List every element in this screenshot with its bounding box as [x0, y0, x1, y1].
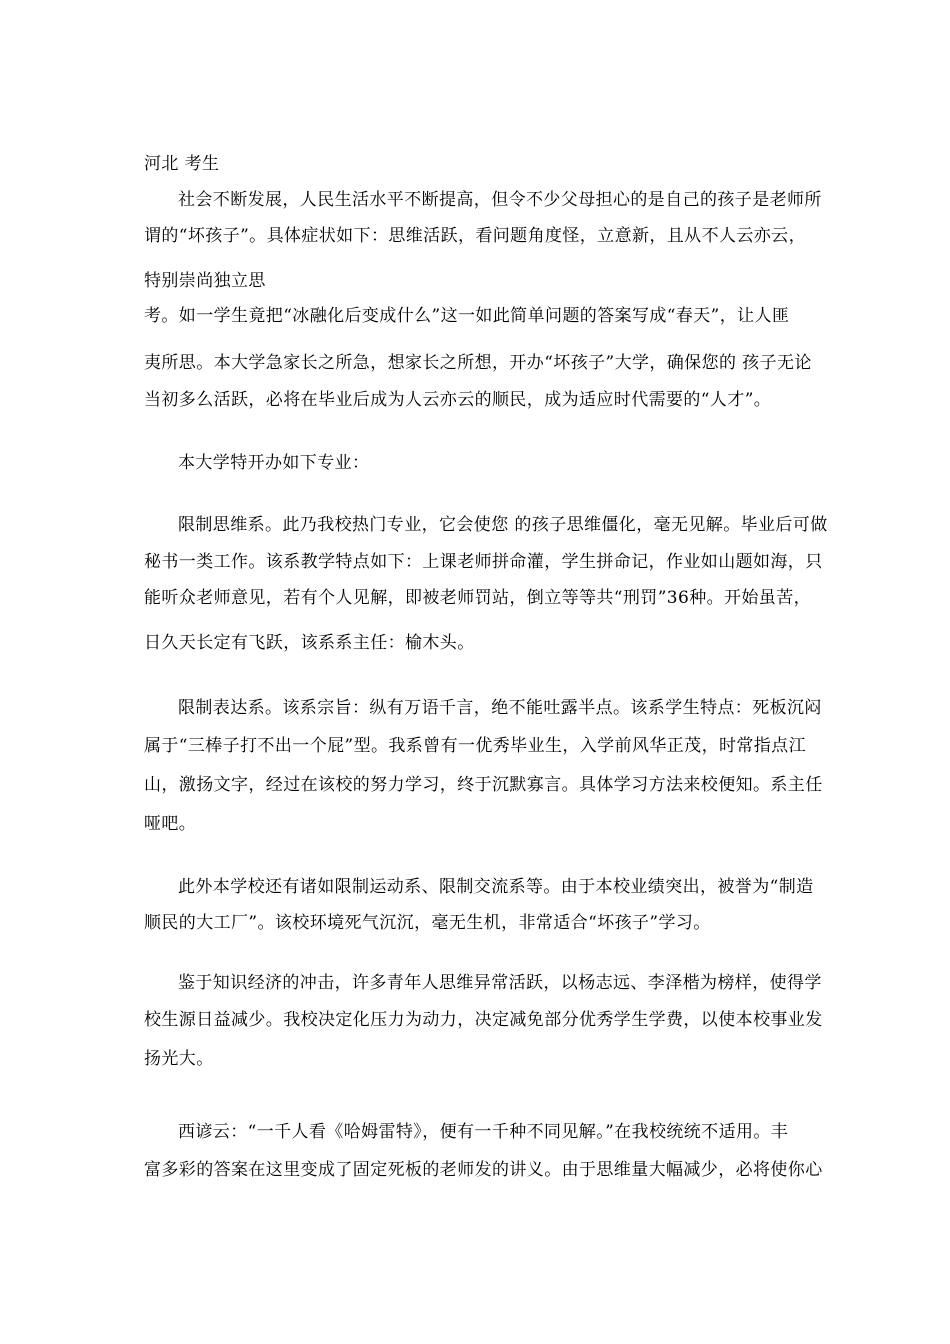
paragraph-line: 富多彩的答案在这里变成了固定死板的老师发的讲义。由于思维量大幅减少，必将使你心	[144, 1160, 823, 1180]
paragraph-line: 哑吧。	[144, 814, 197, 834]
paragraph-line: 西谚云：“一千人看《哈姆雷特》，便有一千种不同见解。”在我校统统不适用。丰	[178, 1122, 789, 1142]
paragraph-line: 秘书一类工作。该系教学特点如下：上课老师拼命灌，学生拼命记，作业如山题如海，只	[144, 552, 823, 572]
paragraph-line: 限制表达系。该系宗旨：纵有万语千言，绝不能吐露半点。该系学生特点：死板沉闷	[178, 698, 822, 718]
paragraph-line: 山，激扬文字，经过在该校的努力学习，终于沉默寡言。具体学习方法来校便知。系主任	[144, 775, 823, 795]
paragraph-line: 鉴于知识经济的冲击，许多青年人思维异常活跃，以杨志远、李泽楷为榜样，使得学	[178, 973, 822, 993]
author-line: 河北 考生	[144, 154, 220, 174]
paragraph-line: 顺民的大工厂”。该校环境死气沉沉，毫无生机，非常适合“坏孩子”学习。	[144, 913, 711, 933]
paragraph-line: 限制思维系。此乃我校热门专业，它会使您 的孩子思维僵化，毫无见解。毕业后可做	[178, 515, 828, 535]
paragraph-line: 夷所思。本大学急家长之所急，想家长之所想，开办“坏孩子”大学，确保您的 孩子无论	[144, 353, 812, 373]
paragraph-line: 考。如一学生竟把“冰融化后变成什么”这一如此简单问题的答案写成“春天”，让人匪	[144, 306, 790, 326]
paragraph-line: 日久天长定有飞跃，该系系主任：榆木头。	[144, 633, 475, 653]
paragraph-line: 属于“三棒子打不出一个屁”型。我系曾有一优秀毕业生，入学前风华正茂，时常指点江	[144, 736, 806, 756]
paragraph-line: 本大学特开办如下专业：	[178, 453, 370, 473]
paragraph-line: 谓的“坏孩子”。具体症状如下：思维活跃，看问题角度怪，立意新，且从不人云亦云，	[144, 226, 806, 246]
paragraph-line: 此外本学校还有诸如限制运动系、限制交流系等。由于本校业绩突出，被誉为“制造	[178, 877, 814, 897]
paragraph-line: 校生源日益减少。我校决定化压力为动力，决定减免部分优秀学生学费，以使本校事业发	[144, 1010, 823, 1030]
paragraph-line: 扬光大。	[144, 1049, 214, 1069]
paragraph-line: 社会不断发展，人民生活水平不断提高，但令不少父母担心的是自己的孩子是老师所	[178, 190, 822, 210]
paragraph-line: 特别崇尚独立思	[144, 271, 266, 291]
paragraph-line: 当初多么活跃，必将在毕业后成为人云亦云的顺民，成为适应时代需要的“人才”。	[144, 390, 772, 410]
paragraph-line: 能听众老师意见，若有个人见解，即被老师罚站，倒立等等共“刑罚”36种。开始虽苦，	[144, 588, 812, 608]
